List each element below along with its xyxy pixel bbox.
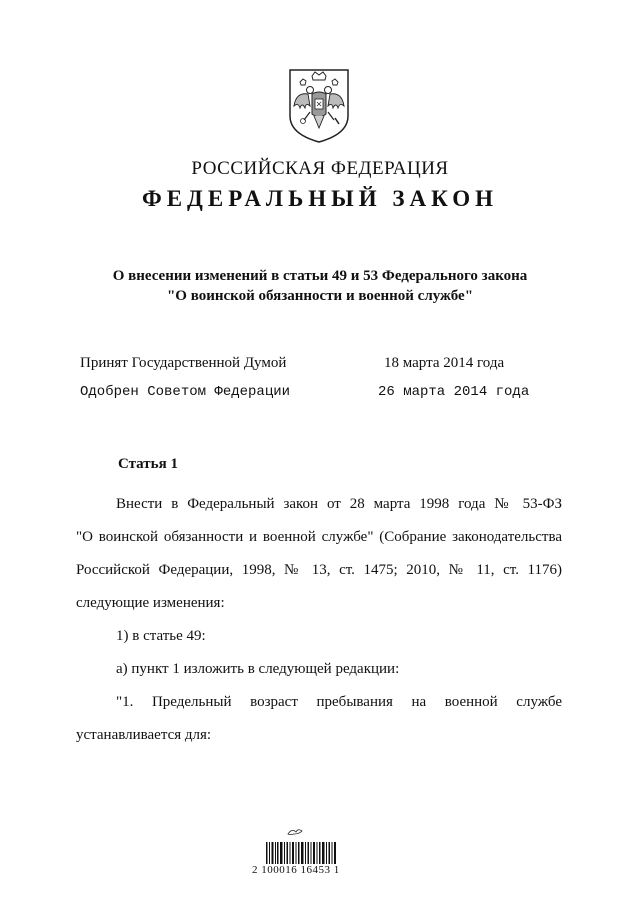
article-line: "О воинской обязанности и военной службе" (Собрание законодательства bbox=[76, 529, 562, 545]
document-type-title: ФЕДЕРАЛЬНЫЙ ЗАКОН bbox=[141, 186, 499, 211]
article-line: устанавливается для: bbox=[76, 727, 212, 743]
article-line: "1. Предельный возраст пребывания на военной службе bbox=[116, 694, 562, 710]
country-heading: РОССИЙСКАЯ ФЕДЕРАЦИЯ bbox=[191, 158, 449, 179]
duma-adoption-label: Принят Государственной Думой bbox=[80, 355, 287, 371]
subject-line-2: "О воинской обязанности и военной службе" bbox=[166, 288, 474, 304]
barcode-number: 2 100016 16453 1 bbox=[252, 864, 340, 876]
coat-of-arms-emblem-icon bbox=[286, 68, 352, 144]
article-body bbox=[76, 488, 562, 752]
subject-line-1: О внесении изменений в статьи 49 и 53 Федерального закона bbox=[112, 268, 528, 284]
article-line: Российской Федерации, 1998, № 13, ст. 1475; 2010, № 11, ст. 1176) bbox=[76, 562, 562, 578]
article-line: 1) в статье 49: bbox=[116, 628, 206, 644]
duma-adoption-date: 18 марта 2014 года bbox=[384, 355, 505, 371]
council-approval-date: 26 марта 2014 года bbox=[378, 384, 530, 400]
article-line: следующие изменения: bbox=[76, 595, 225, 611]
council-approval-label: Одобрен Советом Федерации bbox=[80, 384, 291, 400]
law-subject bbox=[0, 266, 640, 306]
article-line: Внести в Федеральный закон от 28 марта 1998 года № 53-ФЗ bbox=[116, 496, 562, 512]
article-title: Статья 1 bbox=[118, 456, 178, 472]
article-line: а) пункт 1 изложить в следующей редакции: bbox=[116, 661, 400, 677]
